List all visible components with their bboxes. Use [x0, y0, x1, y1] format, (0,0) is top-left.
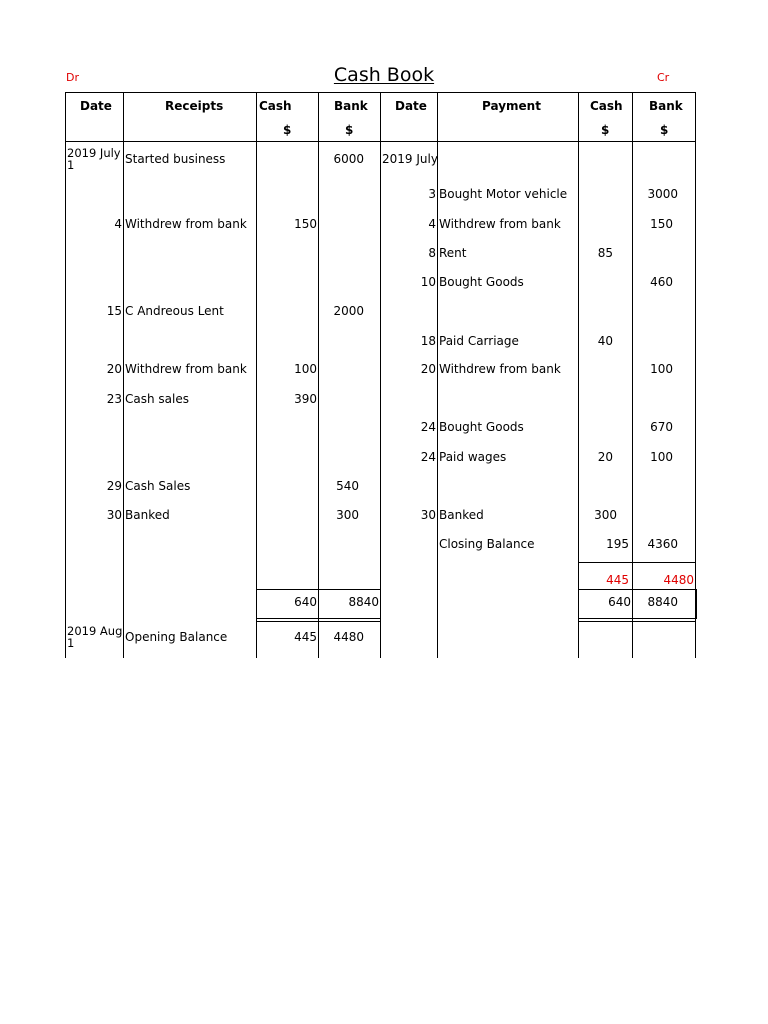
payments-total-bottom-1 [578, 618, 696, 619]
receipt-bank-3: 2000 [333, 304, 364, 318]
currency-receipts-cash: $ [283, 123, 292, 137]
divider-payments-desc [578, 92, 579, 658]
receipt-desc-4: Withdrew from bank [125, 362, 247, 376]
receipt-desc-7: Banked [125, 508, 170, 522]
payment-desc-8: Paid wages [439, 450, 507, 464]
receipt-date-5: 23 [106, 392, 122, 406]
payment-date-2: 4 [428, 217, 436, 231]
divider-receipts-cash [318, 92, 319, 658]
divider-payments-date [437, 92, 438, 658]
header-payment: Payment [482, 99, 541, 113]
payment-date-1: 3 [428, 187, 436, 201]
receipt-desc-6: Cash Sales [125, 479, 191, 493]
opening-date: 2019 Aug 1 [67, 624, 123, 651]
payment-bank-7: 670 [650, 420, 673, 434]
opening-balance-bank: 4480 [333, 630, 364, 644]
payments-total-thick-edge [695, 589, 697, 619]
payment-desc-3: Rent [439, 246, 467, 260]
payment-bank-4: 460 [650, 275, 673, 289]
payment-bank-6: 100 [650, 362, 673, 376]
payment-date-header: 2019 July [382, 152, 438, 166]
receipt-bank-7: 300 [336, 508, 359, 522]
payment-desc-6: Withdrew from bank [439, 362, 561, 376]
payment-cash-8: 20 [597, 450, 613, 464]
receipts-total-cash: 640 [294, 595, 317, 609]
payment-date-3: 8 [428, 246, 436, 260]
divider-receipts-desc [256, 92, 257, 658]
currency-payments-cash: $ [601, 123, 610, 137]
divider-receipts-date [123, 92, 124, 658]
receipts-total-bank: 8840 [348, 595, 379, 609]
closing-balance-label: Closing Balance [439, 537, 535, 551]
payment-desc-5: Paid Carriage [439, 334, 519, 348]
receipt-desc-5: Cash sales [125, 392, 189, 406]
header-payments-cash: Cash [590, 99, 623, 113]
payment-cash-5: 40 [597, 334, 613, 348]
payments-total-bank: 8840 [647, 595, 678, 609]
header-payments-date: Date [395, 99, 427, 113]
receipt-date-4: 20 [106, 362, 122, 376]
credit-label: Cr [657, 71, 670, 84]
opening-balance-label: Opening Balance [125, 630, 228, 644]
header-receipts-date: Date [80, 99, 112, 113]
payment-cash-9: 300 [594, 508, 617, 522]
receipts-total-bottom-1 [256, 618, 381, 619]
receipt-date-1: 2019 July 1 [67, 146, 121, 173]
payment-bank-8: 100 [650, 450, 673, 464]
payment-date-4: 10 [420, 275, 436, 289]
payment-bank-1: 3000 [647, 187, 678, 201]
payment-date-9: 30 [420, 508, 436, 522]
border-right [695, 92, 696, 658]
side-sum-cash: 445 [606, 573, 629, 587]
receipts-total-bottom-2 [256, 621, 381, 622]
payments-total-bottom-2 [578, 621, 696, 622]
payment-bank-2: 150 [650, 217, 673, 231]
border-left [65, 92, 66, 658]
payment-cash-3: 85 [597, 246, 613, 260]
receipt-cash-4: 100 [294, 362, 317, 376]
payment-date-6: 20 [420, 362, 436, 376]
payment-desc-4: Bought Goods [439, 275, 524, 289]
payment-desc-1: Bought Motor vehicle [439, 187, 568, 201]
currency-payments-bank: $ [660, 123, 669, 137]
closing-balance-bank: 4360 [647, 537, 678, 551]
receipts-total-top [256, 589, 381, 590]
receipt-desc-2: Withdrew from bank [125, 217, 247, 231]
receipt-desc-3: C Andreous Lent [125, 304, 224, 318]
side-sum-bank: 4480 [663, 573, 694, 587]
payment-date-7: 24 [420, 420, 436, 434]
receipt-bank-6: 540 [336, 479, 359, 493]
closing-balance-cash: 195 [606, 537, 629, 551]
payment-desc-9: Banked [439, 508, 484, 522]
payment-desc-7: Bought Goods [439, 420, 524, 434]
receipt-date-3: 15 [106, 304, 122, 318]
receipt-cash-5: 390 [294, 392, 317, 406]
receipt-date-2: 4 [114, 217, 122, 231]
payments-total-top [578, 589, 696, 590]
receipt-desc-1: Started business [125, 152, 226, 166]
receipt-date-6: 29 [106, 479, 122, 493]
payments-total-cash: 640 [608, 595, 631, 609]
header-receipts-cash: Cash [259, 99, 292, 113]
debit-label: Dr [66, 71, 79, 84]
payment-date-5: 18 [420, 334, 436, 348]
currency-receipts-bank: $ [345, 123, 354, 137]
header-receipts-bank: Bank [334, 99, 368, 113]
header-receipts: Receipts [165, 99, 224, 113]
receipt-bank-1: 6000 [333, 152, 364, 166]
header-payments-bank: Bank [649, 99, 683, 113]
payment-desc-2: Withdrew from bank [439, 217, 561, 231]
page-title: Cash Book [333, 64, 435, 86]
divider-payments-cash [632, 92, 633, 658]
receipt-cash-2: 150 [294, 217, 317, 231]
divider-receipts-bank [380, 92, 381, 658]
opening-balance-cash: 445 [294, 630, 317, 644]
payments-sum-top [578, 562, 696, 563]
payment-date-8: 24 [420, 450, 436, 464]
receipt-date-7: 30 [106, 508, 122, 522]
